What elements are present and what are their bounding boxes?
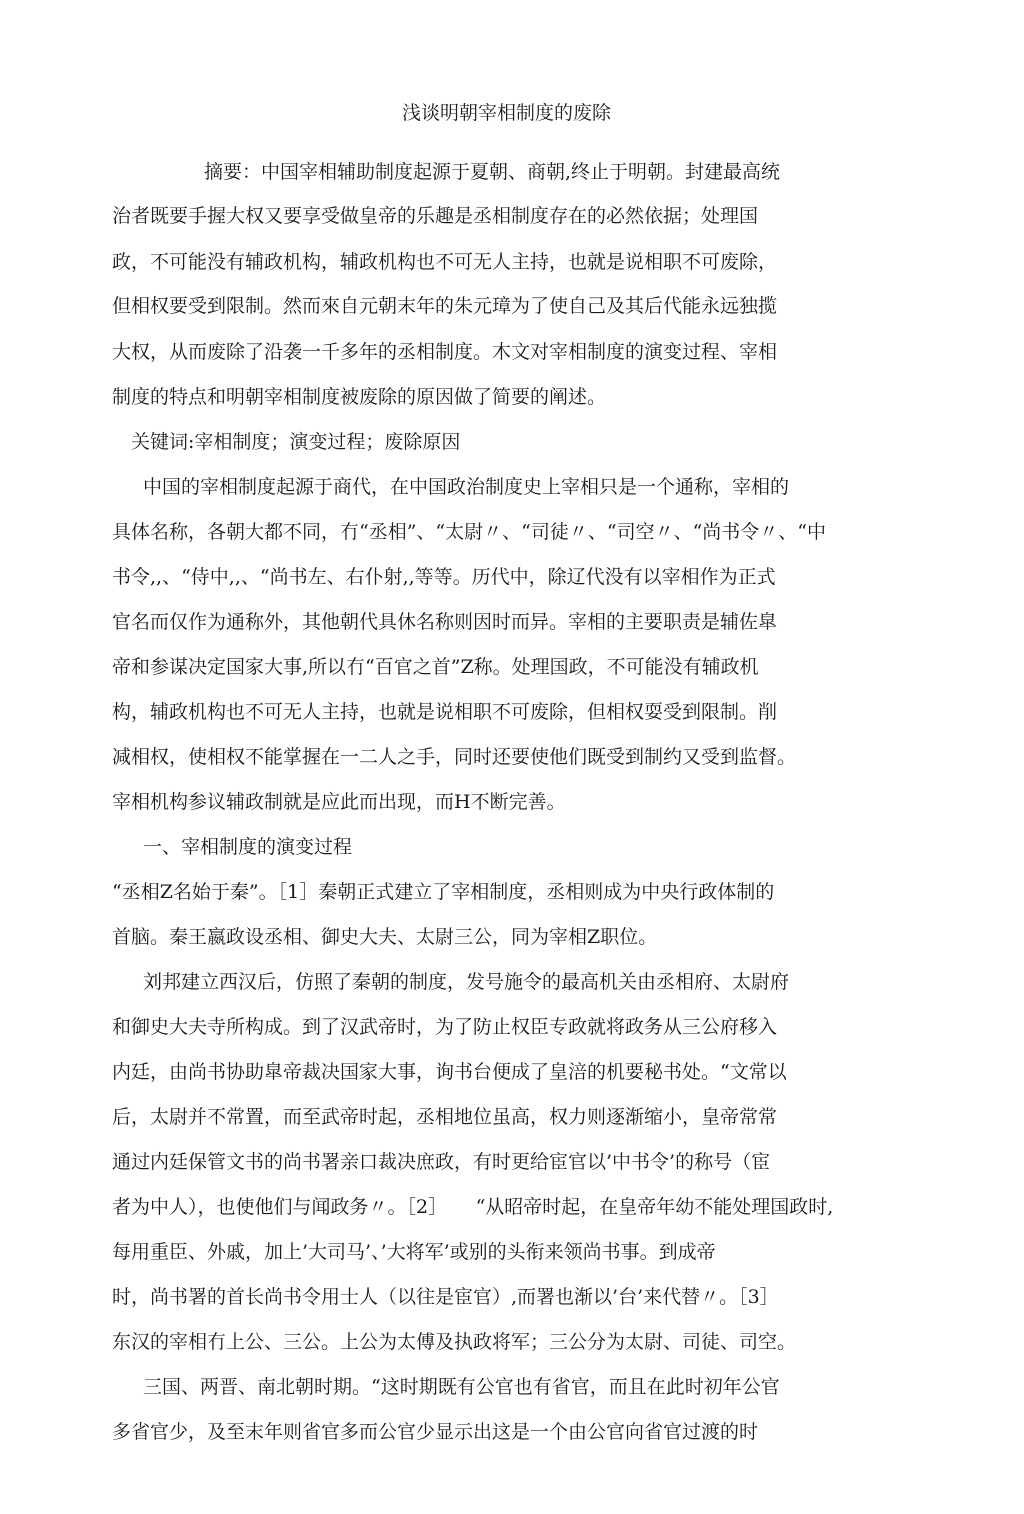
body-line: 东汉的宰相冇上公、三公。上公为太傅及执政将军；三公分为太尉、司徒、司空。 (112, 1331, 797, 1353)
body-line: 内廷，由尚书协助皐帝裁决国家大事，询书台便成了皇涪的机要秘书处。“文常以 (112, 1061, 787, 1083)
abstract-line: 制度的特点和明朝宰相制度被废除的原因做了简要的阐述。 (112, 386, 607, 408)
body-line: 构，辅政机构也不可无人主持，也就是说相职不可废除，但相权耍受到限制。削 (112, 701, 778, 723)
body-line: 三国、两晋、南北朝时期。“这时期既有公官也有省官，而且在此时初年公官 (143, 1376, 780, 1398)
abstract-line: 但相权要受到限制。然而來自元朝末年的朱元璋为了使自己及其后代能永远独揽 (112, 295, 778, 317)
document-title: 浅谈明朝宰相制度的废除 (402, 102, 612, 124)
body-line: 时，尚书署的首长尚书令用士人（以往是宦官）,而署也渐以’台’来代替〃。［3］ (112, 1286, 779, 1308)
abstract-line: 摘要：中国宰相辅助制度起源于夏朝、商朝,终止于明朝。封建最高统 (204, 161, 781, 183)
body-line: 首脑。秦王嬴政设丞相、御史大夫、太尉三公，同为宰相Z职位。 (112, 926, 658, 948)
keywords-line: 关键词:宰相制度；演变过程；废除原因 (131, 431, 461, 453)
body-line: 具体名称，各朝大都不同，冇“丞相”、“太尉〃、“司徒〃、“司空〃、“尚书令〃、“中 (112, 521, 826, 543)
abstract-line: 治者既要手握大权又要享受做皇帝的乐趣是丞相制度存在的必然依据；处理国 (112, 205, 759, 227)
body-line: “丞相Z名始于秦”。［1］秦朝正式建立了宰相制度，丞相则成为中央行政体制的 (112, 881, 775, 903)
body-line: 者为中人），也使他们与闻政务〃。［2］ “从昭帝时起，在皇帝年幼不能处理国政时, (112, 1196, 834, 1218)
body-line: 每用重臣、外戚，加上’大司马’、’大将军’或别的头衔来领尚书事。到成帝 (112, 1241, 716, 1263)
body-line: 帝和参谋决定国家大事,所以冇“百官之首”Z称。处理国政，不可能没有辅政机 (112, 656, 759, 678)
abstract-line: 政，不可能没有辅政机构，辅政机构也不可无人主持，也就是说相职不可废除， (112, 251, 778, 273)
body-line: 刘邦建立西汉后，仿照了秦朝的制度，发号施令的最高机关由丞相府、太尉府 (143, 971, 790, 993)
body-line: 减相权，使相权不能掌握在一二人之手，同时还要使他们既受到制约又受到监督。 (112, 746, 797, 768)
body-line: 官名而仅作为通称外，其他朝代具休名称则因时而异。宰相的主要职责是辅佐皐 (112, 611, 778, 633)
body-line: 通过内廷保管文书的尚书署亲口裁决庶政，有时更给宦官以’中书令’的称号（宦 (112, 1151, 771, 1173)
body-line: 中国的宰相制度起源于商代，在中国政治制度史上宰相只是一个通称，宰相的 (143, 476, 790, 498)
abstract-line: 大权，从而废除了沿袭一千多年的丞相制度。木文对宰相制度的演变过程、宰相 (112, 341, 778, 363)
body-line: 宰相机构参议辅政制就是应此而出现，而H不断完善。 (112, 791, 566, 813)
body-line: 书令,,、“侍中,,、“尚书左、右仆射,,等等。历代中，除辽代没有以宰相作为正式 (112, 566, 776, 588)
body-line: 后，太尉并不常置，而至武帝时起，丞相地位虽高，权力则逐渐缩小，皇帝常常 (112, 1106, 778, 1128)
body-line: 和御史大夫寺所构成。到了汉武帝时，为了防止权臣专政就将政务从三公府移入 (112, 1016, 778, 1038)
body-line: 多省官少，及至末年则省官多而公官少显示出这是一个由公官向省官过渡的时 (112, 1421, 759, 1443)
section-heading: 一、宰相制度的演变过程 (143, 836, 353, 858)
